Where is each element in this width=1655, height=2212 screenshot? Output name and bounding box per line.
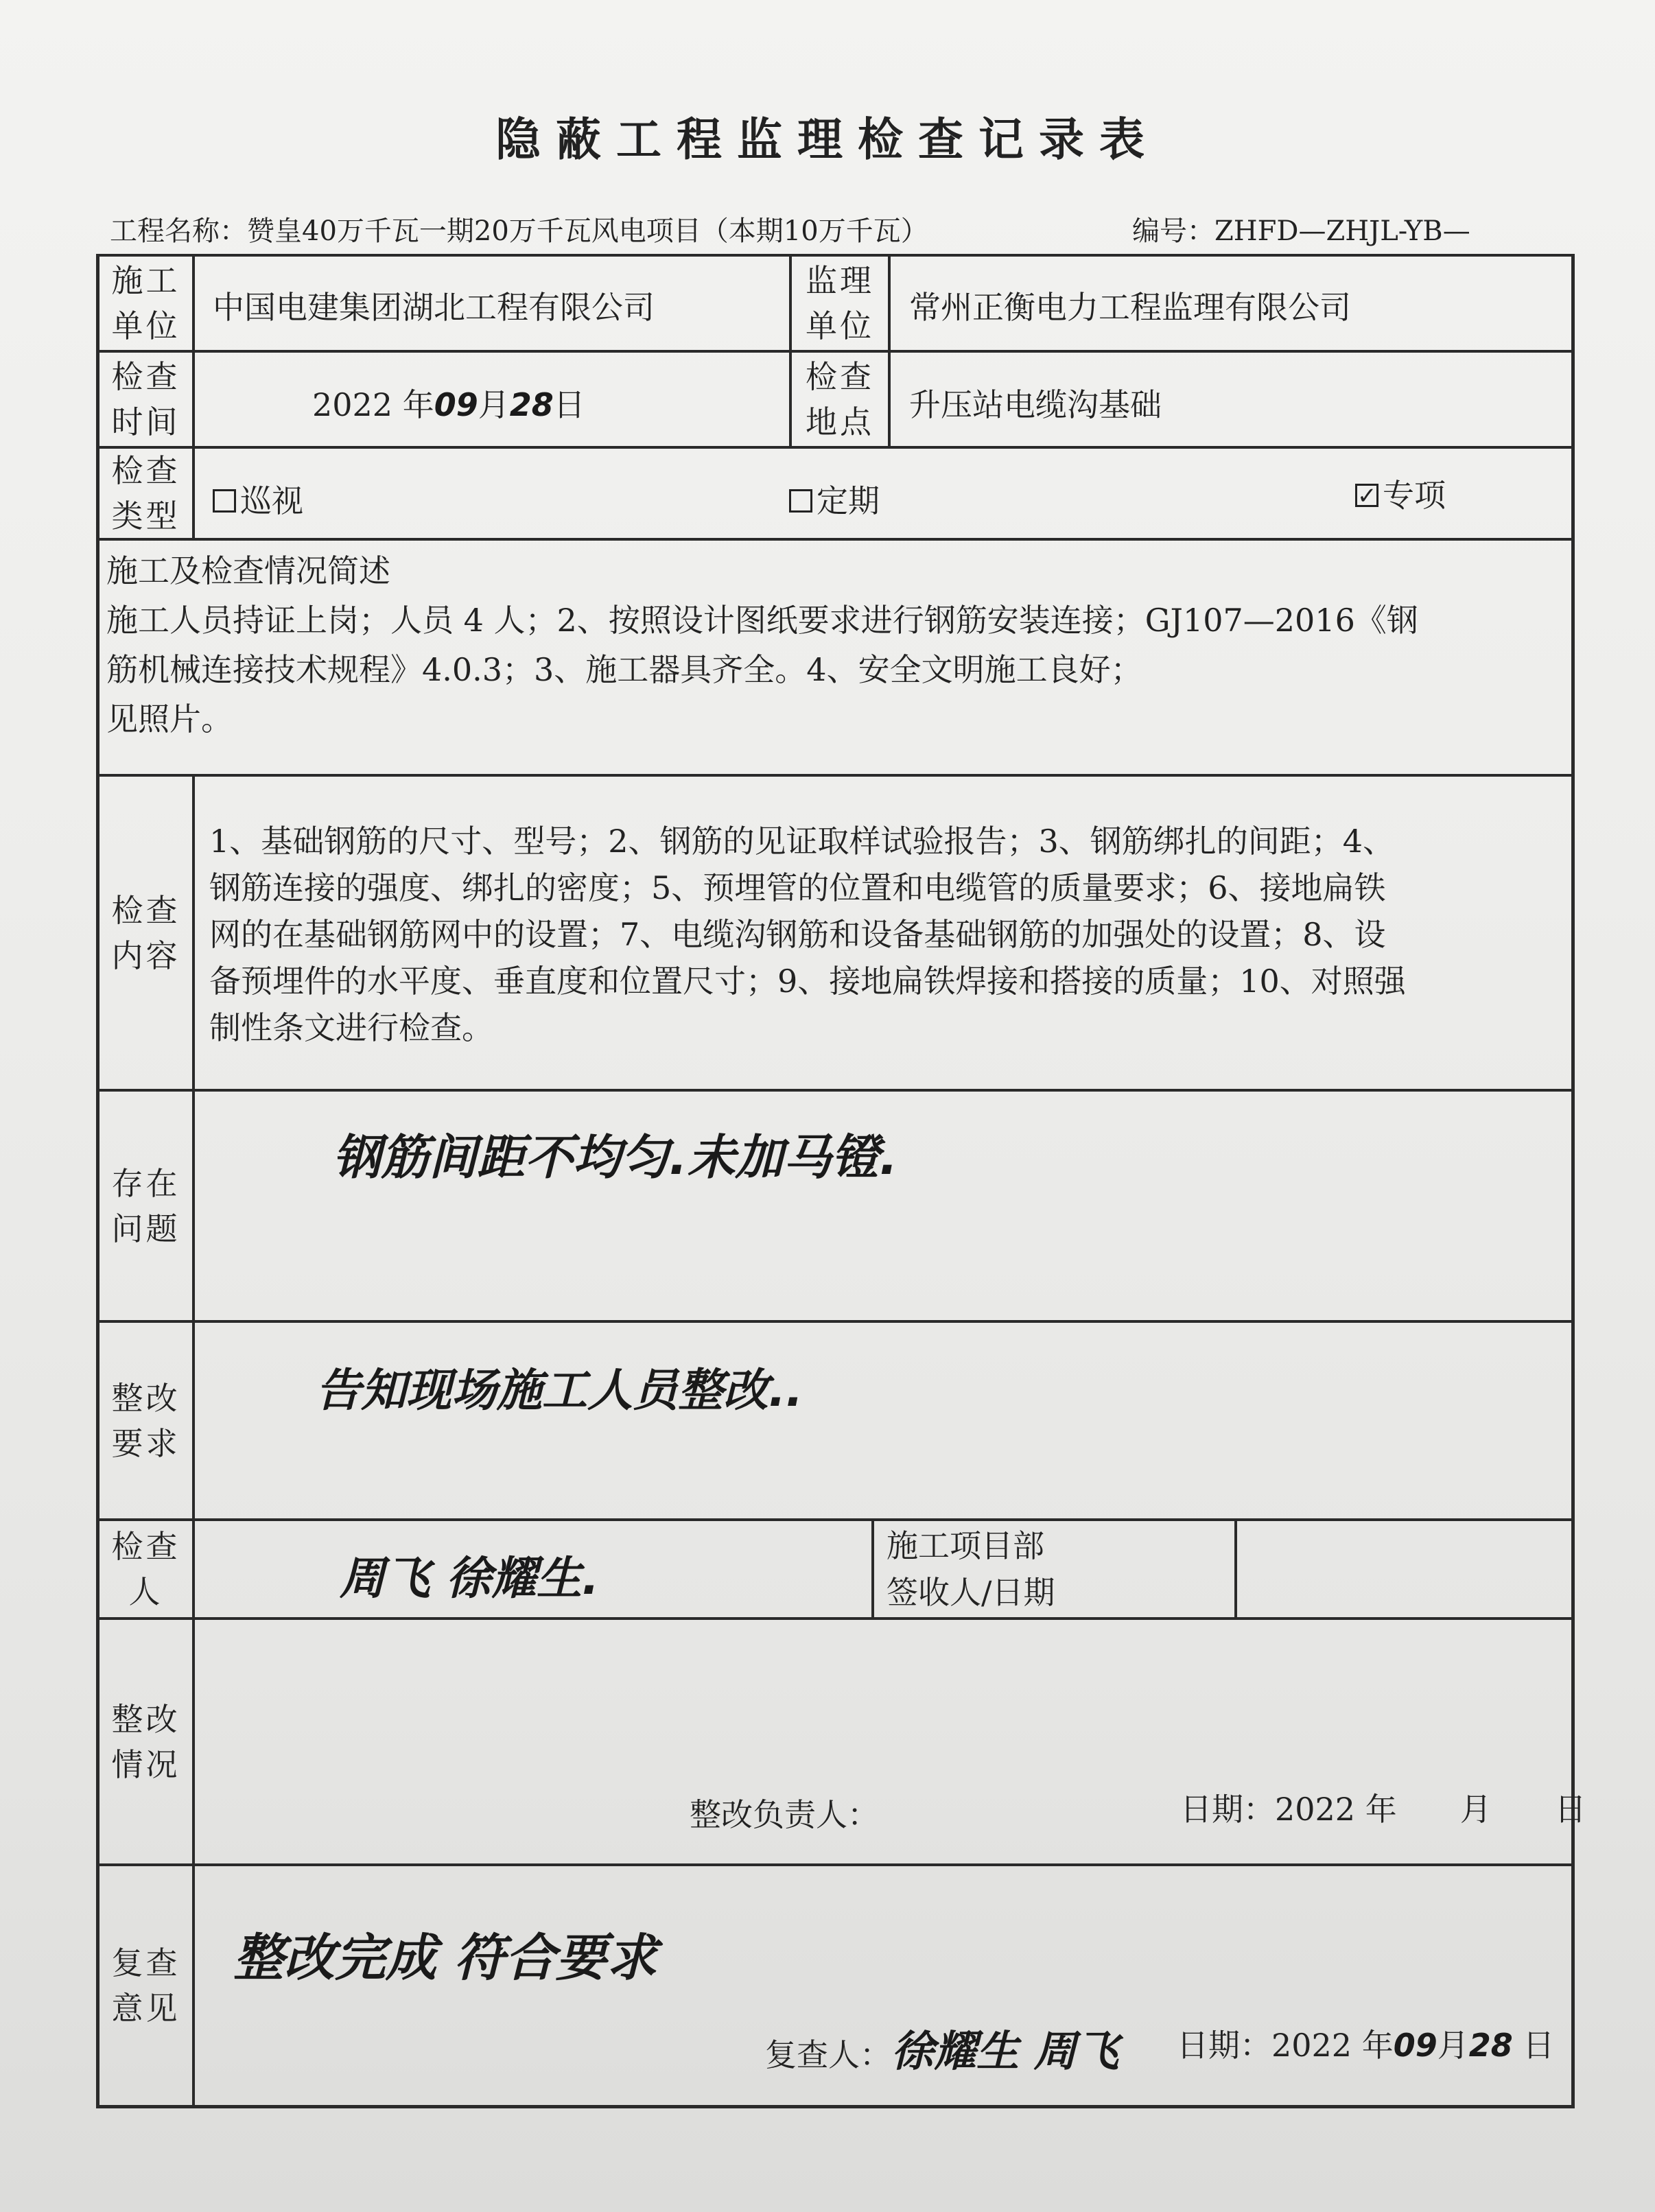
content-text [209,818,1406,1051]
inspection-type-label: 检查类型 [99,449,195,538]
receipt-label-line: 施工项目部 [887,1527,1044,1564]
row-rectify-requirements [96,1320,1575,1518]
row-content [96,774,1575,1089]
receipt-label-cell [871,1521,1237,1617]
inspection-form [96,254,1586,2108]
row-review [96,1863,1575,2108]
rectify-req-label: 整改要求 [99,1323,195,1518]
rectify-status-label: 整改情况 [99,1620,195,1863]
row-rectify-status [96,1617,1586,1863]
issues-label: 存在问题 [99,1092,195,1320]
rectify-date-label: 日期：2022 年 月 日 [1180,1791,1586,1828]
row-issues [96,1089,1575,1320]
inspection-place-label: 检查地点 [789,353,891,446]
row-inspection-type [96,446,1575,538]
option-periodic: 定期 [789,476,880,521]
issues-handwritten: 钢筋间距不均匀.未加马镫. [333,1129,898,1186]
row-units [96,254,1575,350]
content-label: 检查内容 [99,777,195,1089]
content-line: 1、基础钢筋的尺寸、型号；2、钢筋的见证取样试验报告；3、钢筋绑扎的间距；4、 [209,823,1395,860]
review-label: 复查意见 [99,1866,195,2105]
option-special: ✓ 专项 [1355,471,1446,516]
meta-line [110,209,1470,248]
reviewer-label: 复查人： [765,2036,891,2073]
receipt-label-line: 签收人/日期 [887,1574,1055,1611]
review-handwritten: 整改完成 符合要求 [233,1929,657,1988]
periodic-checkbox[interactable] [789,489,812,513]
content-line: 网的在基础钢筋网中的设置；7、电缆沟钢筋和设备基础钢筋的加强处的设置；8、设 [209,916,1386,953]
reviewer-line [765,2017,1119,2078]
project-name: 工程名称：赞皇40万千瓦一期20万千瓦风电项目（本期10万千瓦） [110,215,928,247]
summary-line: 施工人员持证上岗；人员 4 人；2、按照设计图纸要求进行钢筋安装连接；GJ107—2016《钢 [106,602,1418,639]
form-title: 隐蔽工程监理检查记录表 [495,113,1160,166]
handwritten-day: 28 [509,386,554,423]
content-line: 钢筋连接的强度、绑扎的密度；5、预埋管的位置和电缆管的质量要求；6、接地扁铁 [209,869,1386,906]
summary-line: 见照片。 [106,701,233,738]
patrol-checkbox[interactable] [213,489,236,513]
supervision-unit-value: 常州正衡电力工程监理有限公司 [909,289,1351,326]
row-time-place [96,350,1575,446]
supervision-unit-label: 监理单位 [789,257,891,350]
reviewer-signature: 徐耀生 周飞 [891,2026,1119,2076]
row-summary [96,538,1575,774]
rectify-req-handwritten: 告知现场施工人员整改.. [316,1364,803,1417]
construction-unit-value: 中国电建集团湖北工程有限公司 [213,289,655,326]
review-day: 28 [1468,2027,1513,2064]
summary-line: 筋机械连接技术规程》4.0.3；3、施工器具齐全。4、安全文明施工良好； [106,651,1142,688]
special-checkbox[interactable]: ✓ [1355,484,1378,507]
construction-unit-label: 施工单位 [99,257,195,350]
inspection-time-value: 2022 年09月28日 [312,386,585,423]
inspector-signature: 周飞 徐耀生. [340,1552,600,1605]
content-line: 备预埋件的水平度、垂直度和位置尺寸；9、接地扁铁焊接和搭接的质量；10、对照强 [209,963,1406,1000]
summary-heading: 施工及检查情况简述 [106,552,390,589]
review-month: 09 [1393,2027,1437,2064]
record-number: 编号：ZHFD—ZHJL-YB— [1132,215,1470,247]
inspection-time-label: 检查时间 [99,353,195,446]
row-inspector [96,1518,1575,1617]
summary-text [106,546,1418,744]
handwritten-month: 09 [434,386,478,423]
option-patrol: 巡视 [213,476,303,521]
rectify-owner-label: 整改负责人： [690,1796,879,1833]
review-date: 日期：2022 年09月28 日 [1177,2027,1555,2064]
inspector-label: 检查人 [99,1521,195,1617]
content-line: 制性条文进行检查。 [209,1009,493,1046]
inspection-place-value: 升压站电缆沟基础 [909,386,1162,423]
